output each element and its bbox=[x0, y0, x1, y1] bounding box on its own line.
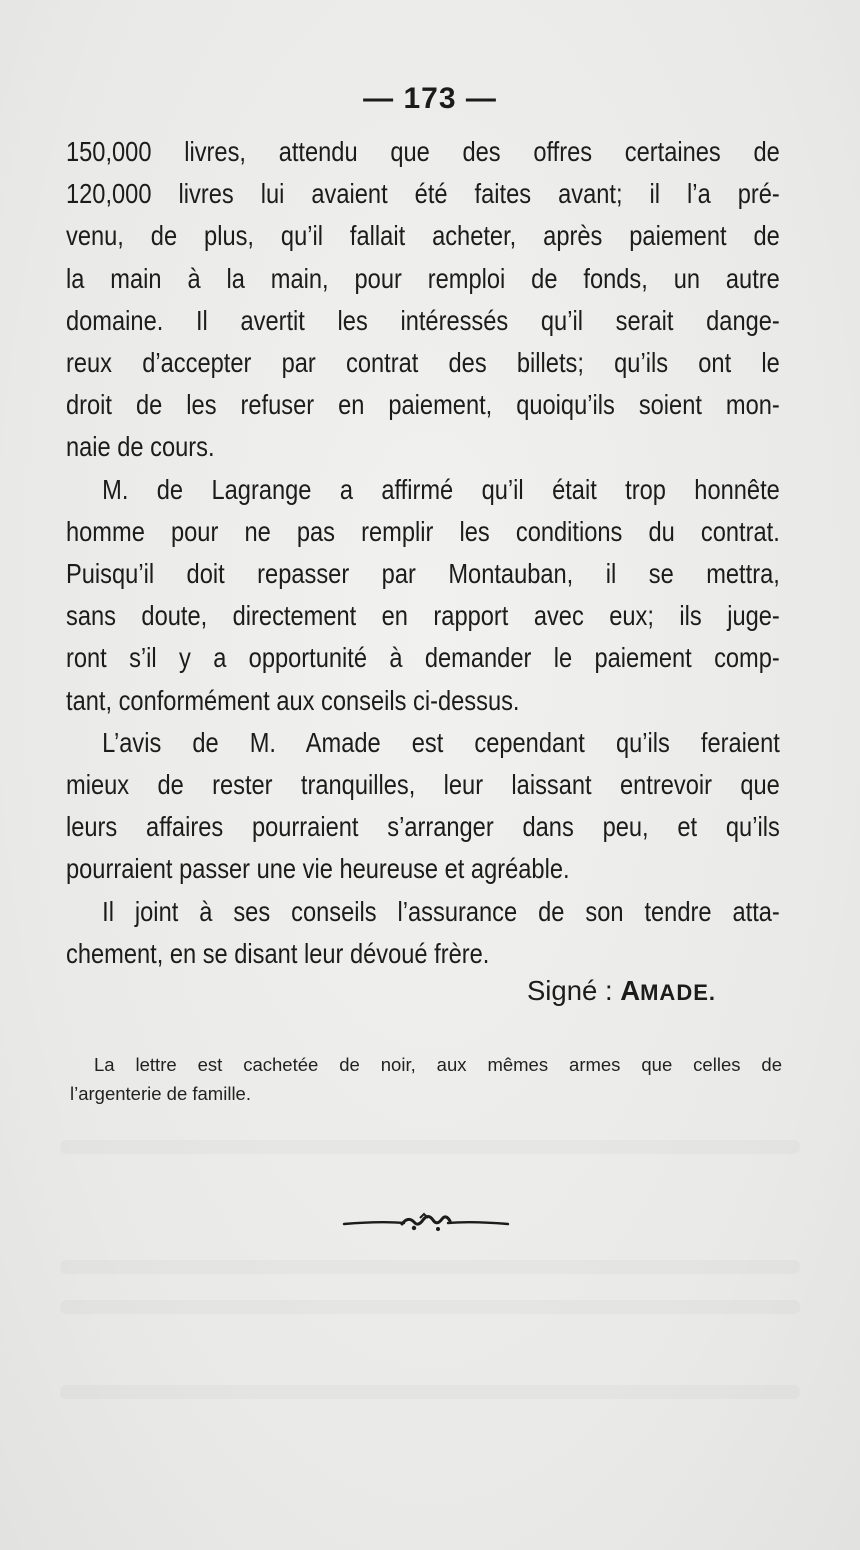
footnote-line: La lettre est cachetée de noir, aux mêmes armes que celles de bbox=[94, 1054, 782, 1075]
text-line: homme pour ne pas remplir les conditions du contrat. bbox=[66, 515, 780, 547]
footnote-line: l’argenterie de famille. bbox=[70, 1083, 251, 1104]
text-line: sans doute, directement en rapport avec eux; ils juge- bbox=[66, 600, 780, 632]
body-text-inner bbox=[66, 131, 780, 975]
text-line: venu, de plus, qu’il fallait acheter, après paiement de bbox=[66, 220, 780, 252]
signature-name bbox=[620, 975, 716, 1006]
bleed-through-shadow bbox=[60, 1260, 800, 1274]
text-line: ront s’il y a opportunité à demander le paiement comp- bbox=[66, 642, 780, 674]
signature-rest: MADE. bbox=[640, 980, 716, 1005]
bleed-through-shadow bbox=[60, 1385, 800, 1399]
text-line: naie de cours. bbox=[66, 431, 215, 463]
signature-initial: A bbox=[620, 975, 641, 1006]
text-line: leurs affaires pourraient s’arranger dans peu, et qu’ils bbox=[66, 811, 780, 843]
footnote bbox=[70, 1050, 782, 1108]
text-line: droit de les refuser en paiement, quoiqu’ils soient mon- bbox=[66, 389, 780, 421]
body-text bbox=[66, 131, 780, 975]
page-number: — 173 — bbox=[363, 82, 497, 115]
text-line: L’avis de M. Amade est cependant qu’ils feraient bbox=[102, 726, 780, 758]
text-line: reux d’accepter par contrat des billets; qu’ils ont le bbox=[66, 347, 780, 379]
text-line: domaine. Il avertit les intéressés qu’il serait dange- bbox=[66, 304, 780, 336]
text-line: la main à la main, pour remploi de fonds, un autre bbox=[66, 262, 780, 294]
text-line: 150,000 livres, attendu que des offres certaines de bbox=[66, 136, 780, 167]
text-line: Puisqu’il doit repasser par Montauban, il se mettra, bbox=[66, 558, 780, 590]
bleed-through-shadow bbox=[60, 1140, 800, 1154]
text-line: pourraient passer une vie heureuse et agréable. bbox=[66, 853, 570, 885]
text-line: M. de Lagrange a affirmé qu’il était trop honnête bbox=[102, 473, 780, 505]
text-line: 120,000 livres lui avaient été faites avant; il l’a pré- bbox=[66, 178, 780, 210]
bleed-through-shadow bbox=[60, 1300, 800, 1314]
signature bbox=[0, 975, 716, 1007]
text-line: chement, en se disant leur dévoué frère. bbox=[66, 937, 490, 969]
signature-prefix: Signé : bbox=[526, 975, 621, 1006]
text-line: Il joint à ses conseils l’assurance de son tendre atta- bbox=[102, 895, 780, 927]
ornament-divider-icon bbox=[342, 1208, 510, 1238]
text-line: tant, conformément aux conseils ci-dessus. bbox=[66, 684, 520, 716]
text-line: mieux de rester tranquilles, leur laissant entrevoir que bbox=[66, 769, 780, 801]
